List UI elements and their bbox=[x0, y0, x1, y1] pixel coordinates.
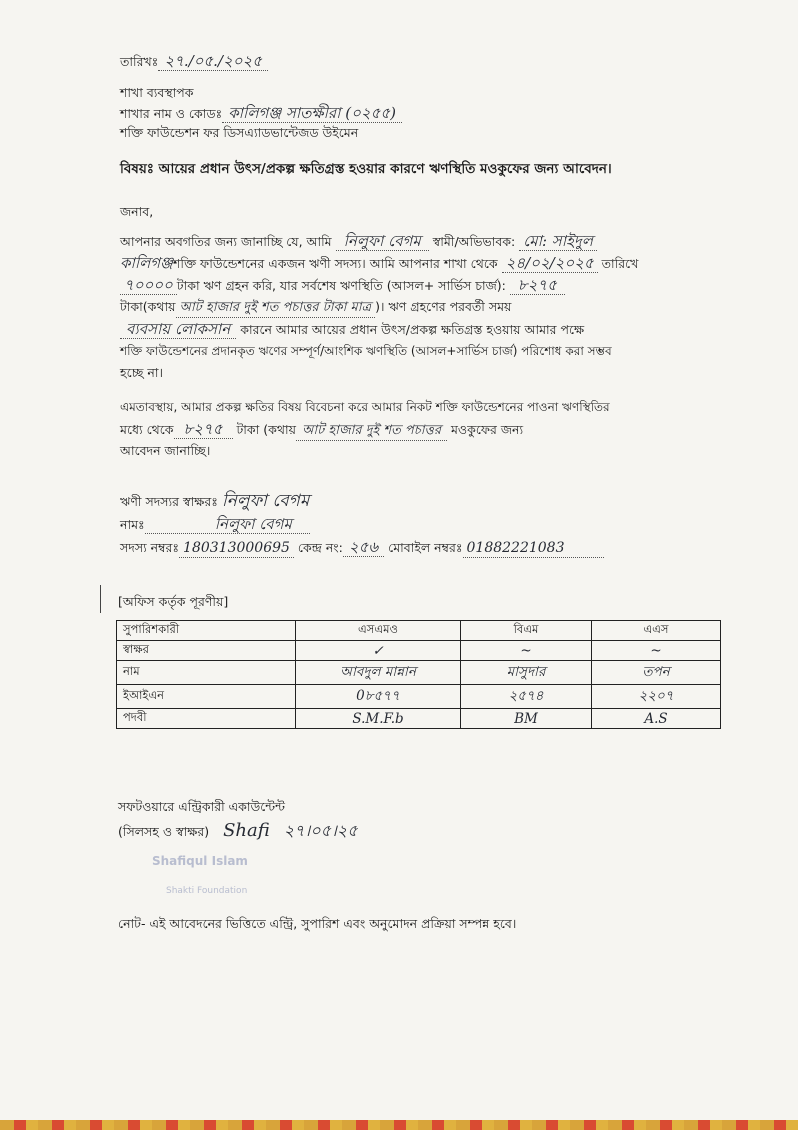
scan-edge-strip bbox=[0, 1120, 798, 1130]
body-line-4 bbox=[120, 298, 511, 318]
table-cell: S.M.F.b bbox=[296, 709, 461, 729]
body-text: )। ঋণ গ্রহণের পরবর্তী সময় bbox=[375, 299, 512, 314]
waiver-amount-field: ৮২৭৫ bbox=[174, 420, 233, 439]
body-text: টাকা (কথায় bbox=[236, 422, 296, 437]
body-text: কারনে আমার আয়ের প্রধান উৎস/প্রকল্প ক্ষতিগ্রস্ত হওয়ায় আমার পক্ষে bbox=[240, 322, 585, 337]
body-text: আপনার অবগতির জন্য জানাচ্ছি যে, আমি bbox=[120, 234, 332, 249]
waiver-words-field: আট হাজার দুই শত পচাত্তর bbox=[296, 422, 447, 441]
accountant-title: সফটওয়ারে এন্ট্রিকারী একাউন্টেন্ট bbox=[118, 799, 285, 814]
branch-row bbox=[120, 104, 402, 123]
member-signature-label: ঋণী সদস্যর স্বাক্ষরঃ bbox=[120, 494, 218, 509]
member-name-label: নামঃ bbox=[120, 517, 145, 532]
header-cell: এএস bbox=[592, 621, 721, 641]
subject-line: বিষয়ঃ আয়ের প্রধান উৎস/প্রকল্প ক্ষতিগ্রস্ত হওয়ার কারণে ঋণস্থিতি মওকুফের জন্য আবেদন। bbox=[120, 161, 612, 177]
member-signature: নিলুফা বেগম bbox=[221, 491, 310, 511]
date-row bbox=[120, 52, 268, 71]
row-label: নাম bbox=[117, 661, 296, 685]
body-line-6: শক্তি ফাউন্ডেশনের প্রদানকৃত ঋণের সম্পূর্ণ/আংশিক ঋণস্থিতি (আসল+সার্ভিস চার্জ) পরিশোধ করা সম্ভব bbox=[120, 344, 612, 358]
member-name-value: নিলুফা বেগম bbox=[145, 515, 310, 534]
accountant-seal-row bbox=[118, 822, 358, 841]
center-value: ২৫৬ bbox=[343, 538, 384, 557]
row-label: পদবী bbox=[117, 709, 296, 729]
row-label: স্বাক্ষর bbox=[117, 641, 296, 661]
recommendation-table bbox=[116, 620, 721, 729]
row-label: ইআইএন bbox=[117, 685, 296, 709]
loan-date-field: ২৪/০২/২০২৫ bbox=[502, 254, 598, 273]
date-label: তারিখঃ bbox=[120, 54, 159, 69]
table-cell: BM bbox=[461, 709, 592, 729]
header-cell: এসএমও bbox=[296, 621, 461, 641]
body-line-10: আবেদন জানাচ্ছি। bbox=[120, 443, 211, 458]
organization-name: শক্তি ফাউন্ডেশন ফর ডিসএ্যাডভান্টেজড উইমেন bbox=[120, 125, 359, 140]
body-line-3 bbox=[120, 276, 565, 295]
table-cell: আবদুল মান্নান bbox=[296, 661, 461, 685]
table-cell: 0৮৫৭৭ bbox=[296, 685, 461, 709]
accountant-seal-label: (সিলসহ ও স্বাক্ষর) bbox=[118, 824, 210, 839]
loss-reason-field: ব্যবসায় লোকসান bbox=[120, 320, 236, 339]
member-signature-row bbox=[120, 492, 309, 511]
signature-cell: ✓ bbox=[296, 641, 461, 661]
branch-handwritten: কালিগঞ্জ bbox=[120, 254, 173, 272]
signature-cell: ~ bbox=[592, 641, 721, 661]
accountant-sign-date: ২৭।০৫।২৫ bbox=[283, 821, 358, 840]
table-row bbox=[117, 641, 721, 661]
mobile-label: মোবাইল নম্বরঃ bbox=[388, 540, 463, 555]
branch-label: শাখার নাম ও কোডঃ bbox=[120, 106, 223, 121]
mobile-value: 01882221083 bbox=[463, 539, 605, 558]
body-text: টাকা ঋণ গ্রহন করি, যার সর্বশেষ ঋণস্থিতি (আসল+ সার্ভিস চার্জ): bbox=[176, 278, 506, 293]
table-cell: ২৫৭৪ bbox=[461, 685, 592, 709]
member-id-label: সদস্য নম্বরঃ bbox=[120, 540, 180, 555]
guardian-field: মো: সাইদুল bbox=[519, 232, 597, 251]
body-text: শক্তি ফাউন্ডেশনের একজন ঋণী সদস্য। আমি আপনার শাখা থেকে bbox=[172, 256, 498, 271]
table-row bbox=[117, 709, 721, 729]
balance-field: ৮২৭৫ bbox=[510, 276, 565, 295]
seal-org: Shakti Foundation bbox=[166, 886, 248, 896]
body-text: টাকা(কথায় bbox=[120, 299, 176, 314]
member-id-row bbox=[120, 538, 604, 558]
accountant-signature: Shafi bbox=[223, 820, 270, 841]
member-name-field: নিলুফা বেগম bbox=[336, 232, 429, 251]
header-cell: বিএম bbox=[461, 621, 592, 641]
balance-words-field: আট হাজার দুই শত পচাত্তর টাকা মাত্র bbox=[176, 299, 376, 318]
body-line-1 bbox=[120, 232, 597, 251]
body-text: স্বামী/অভিভাবক: bbox=[432, 234, 516, 249]
table-cell: মাসুদার bbox=[461, 661, 592, 685]
table-row bbox=[117, 661, 721, 685]
recipient-title: শাখা ব্যবস্থাপক bbox=[120, 85, 194, 100]
body-text: মধ্যে থেকে bbox=[120, 422, 174, 437]
branch-value: কালিগঞ্জ সাতক্ষীরা (০২৫৫) bbox=[222, 104, 402, 123]
footnote: নোট- এই আবেদনের ভিত্তিতে এন্ট্রি, সুপারিশ এবং অনুমোদন প্রক্রিয়া সম্পন্ন হবে। bbox=[118, 916, 517, 931]
date-value: ২৭./০৫./২০২৫ bbox=[158, 52, 268, 71]
office-note: [অফিস কর্তৃক পূরণীয়] bbox=[118, 594, 229, 609]
table-cell: A.S bbox=[592, 709, 721, 729]
body-line-2 bbox=[120, 254, 638, 273]
body-line-8: এমতাবস্থায়, আমার প্রকল্প ক্ষতির বিষয় বিবেচনা করে আমার নিকট শক্তি ফাউন্ডেশনের পাওনা ঋণস্থিতির bbox=[120, 400, 610, 414]
table-cell: ২২০৭ bbox=[592, 685, 721, 709]
table-row bbox=[117, 685, 721, 709]
header-cell: সুপারিশকারী bbox=[117, 621, 296, 641]
salutation: জনাব, bbox=[120, 204, 154, 219]
body-text: তারিখে bbox=[601, 256, 639, 271]
body-line-5 bbox=[120, 320, 584, 339]
seal-name: Shafiqul Islam bbox=[152, 854, 248, 868]
signature-cell: ~ bbox=[461, 641, 592, 661]
table-cell: তপন bbox=[592, 661, 721, 685]
body-text: মওকুফের জন্য bbox=[450, 422, 524, 437]
member-name-row bbox=[120, 515, 310, 534]
member-id-value: 180313000695 bbox=[179, 539, 294, 558]
body-line-9 bbox=[120, 420, 523, 441]
center-label: কেন্দ্র নং: bbox=[297, 540, 343, 555]
margin-mark bbox=[100, 585, 101, 613]
body-line-7: হচ্ছে না। bbox=[120, 365, 163, 380]
table-header-row bbox=[117, 621, 721, 641]
loan-amount-field: ৭০০০০ bbox=[120, 276, 177, 295]
